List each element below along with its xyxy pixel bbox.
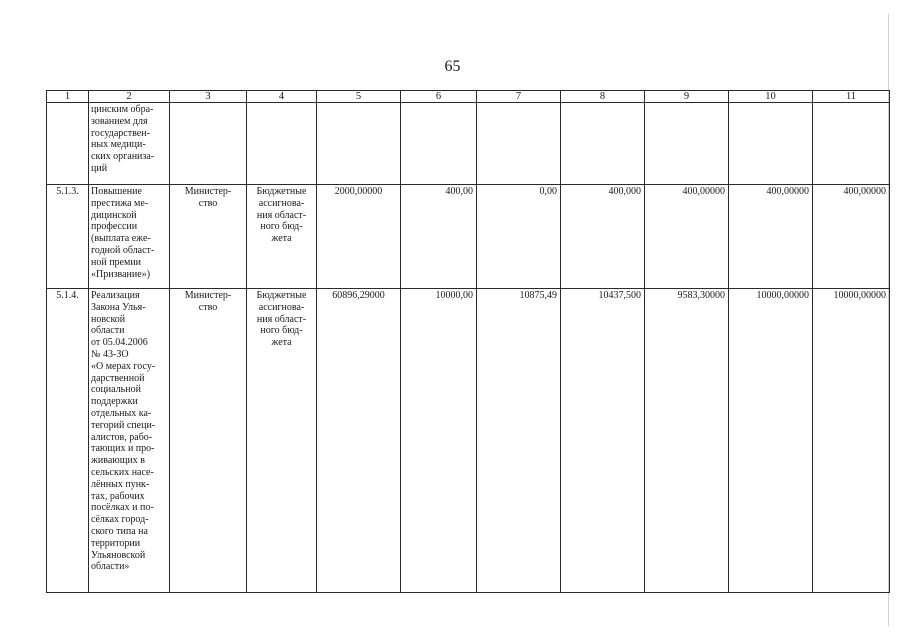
- description-line: тах, рабочих: [91, 490, 145, 502]
- source-line: ассигнова-: [258, 197, 305, 209]
- description-line: профессии: [91, 221, 138, 233]
- description-line: области»: [91, 561, 130, 573]
- description-line: тающих и про-: [91, 443, 155, 455]
- description-line: ского типа на: [91, 525, 148, 537]
- description-line: «О мерах госу-: [91, 360, 156, 372]
- value-cell: 9583,30000: [645, 289, 729, 593]
- column-header: 7: [477, 91, 561, 103]
- column-header: 1: [47, 91, 89, 103]
- executor-line: ство: [198, 197, 218, 209]
- description-line: цинским обра-: [91, 104, 154, 115]
- source-cell: [247, 289, 317, 593]
- executor-cell: [170, 103, 247, 185]
- description-cell: [89, 103, 170, 185]
- value-cell: 400,00000: [813, 185, 890, 289]
- source-line: Бюджетные: [256, 186, 307, 197]
- value-cell-total: 2000,00000: [317, 185, 401, 289]
- row-number-cell: 5.1.4.: [47, 289, 89, 593]
- description-line: дицинской: [91, 209, 137, 221]
- source-cell: [247, 103, 317, 185]
- source-line: ния област-: [256, 209, 307, 221]
- source-line: Бюджетные: [256, 290, 307, 301]
- source-line: жета: [271, 233, 292, 245]
- description-line: ной премии: [91, 256, 142, 268]
- column-header: 8: [561, 91, 645, 103]
- source-line: ния област-: [256, 313, 307, 325]
- value-cell: [645, 103, 729, 185]
- row-number-cell: 5.1.3.: [47, 185, 89, 289]
- description-line: Ульяновской: [91, 549, 146, 561]
- description-line: (выплата еже-: [91, 233, 151, 245]
- description-cell: [89, 289, 170, 593]
- column-number-header-row: [47, 91, 890, 103]
- source-line: жета: [271, 337, 292, 349]
- value-cell: [477, 103, 561, 185]
- page-number: 65: [444, 58, 461, 75]
- executor-line: Министер-: [184, 290, 232, 301]
- executor-cell: [170, 185, 247, 289]
- description-line: живающих в: [91, 455, 146, 467]
- description-line: социальной: [91, 384, 141, 396]
- value-cell: 0,00: [477, 185, 561, 289]
- value-cell: [813, 103, 890, 185]
- executor-cell: [170, 289, 247, 593]
- description-line: ных медици-: [91, 139, 146, 151]
- value-cell: 10437,500: [561, 289, 645, 593]
- value-cell: 400,000: [561, 185, 645, 289]
- description-line: Реализация: [91, 290, 140, 301]
- description-line: Повышение: [91, 186, 142, 197]
- value-cell: [729, 103, 813, 185]
- source-cell: [247, 185, 317, 289]
- description-line: поддержки: [91, 396, 138, 408]
- description-line: ских организа-: [91, 151, 155, 163]
- description-line: лённых пунк-: [91, 478, 150, 490]
- value-cell: [317, 103, 401, 185]
- description-line: сёлках город-: [91, 514, 149, 526]
- description-line: ций: [91, 162, 108, 174]
- description-line: отдельных ка-: [91, 407, 152, 419]
- value-cell: 10000,00: [401, 289, 477, 593]
- description-line: годной област-: [91, 244, 155, 256]
- row-number-cell: [47, 103, 89, 185]
- description-line: области: [91, 325, 125, 337]
- budget-table: [46, 90, 890, 593]
- description-line: от 05.04.2006: [91, 337, 148, 349]
- value-cell: 10000,00000: [729, 289, 813, 593]
- table-row-5-1-4: [47, 289, 890, 593]
- value-cell: 400,00000: [645, 185, 729, 289]
- description-line: дарственной: [91, 372, 145, 384]
- description-line: новской: [91, 313, 126, 325]
- value-cell: 10000,00000: [813, 289, 890, 593]
- value-cell: 10875,49: [477, 289, 561, 593]
- value-cell: [561, 103, 645, 185]
- table-row-continuation: [47, 103, 890, 185]
- executor-line: Министер-: [184, 186, 232, 197]
- description-line: зованием для: [91, 115, 148, 127]
- description-line: сельских насе-: [91, 466, 154, 478]
- value-cell: 400,00: [401, 185, 477, 289]
- source-line: ассигнова-: [258, 301, 305, 313]
- description-line: территории: [91, 537, 141, 549]
- description-cell: [89, 185, 170, 289]
- source-line: ного бюд-: [260, 221, 303, 233]
- column-header: 6: [401, 91, 477, 103]
- column-header: 2: [89, 91, 170, 103]
- description-line: № 43-ЗО: [91, 348, 129, 360]
- column-header: 5: [317, 91, 401, 103]
- column-header: 3: [170, 91, 247, 103]
- value-cell-total: 60896,29000: [317, 289, 401, 593]
- column-header: 9: [645, 91, 729, 103]
- description-line: «Призвание»): [91, 268, 151, 280]
- executor-line: ство: [198, 301, 218, 313]
- column-header: 11: [813, 91, 890, 103]
- column-header: 4: [247, 91, 317, 103]
- description-line: государствен-: [91, 127, 150, 139]
- description-line: тегорий специ-: [91, 419, 156, 431]
- column-header: 10: [729, 91, 813, 103]
- source-line: ного бюд-: [260, 325, 303, 337]
- description-line: алистов, рабо-: [91, 431, 153, 443]
- description-line: посёлках и по-: [91, 502, 154, 514]
- description-line: престижа ме-: [91, 197, 149, 209]
- table-row-5-1-3: [47, 185, 890, 289]
- value-cell: 400,00000: [729, 185, 813, 289]
- value-cell: [401, 103, 477, 185]
- description-line: Закона Улья-: [91, 301, 146, 313]
